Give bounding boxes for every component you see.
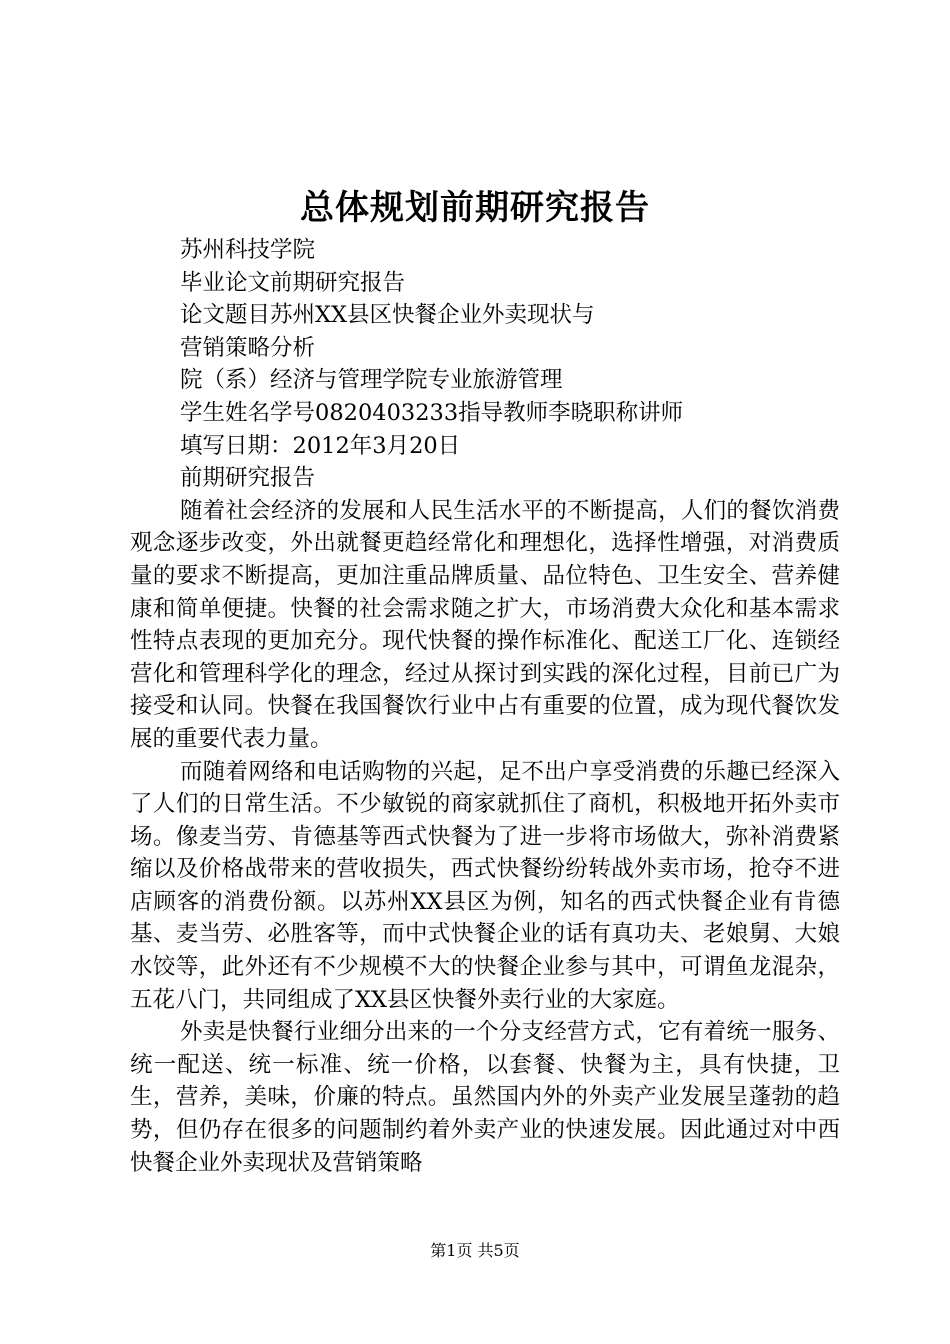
paragraph-3: 外卖是快餐行业细分出来的一个分支经营方式，它有着统一服务、统一配送、统一标准、统一价格，以套餐、快餐为主，具有快捷，卫生，营养，美味，价廉的特点。虽然国内外的外卖产业发展呈蓬勃的趋势，但仍存在很多的问题制约着外卖产业的快速发展。因此通过对中西快餐企业外卖现状及营销策略 bbox=[130, 1019, 840, 1176]
section-heading: 前期研究报告 bbox=[180, 465, 316, 492]
header-line-student: 学生姓名学号0820403233指导教师李晓职称讲师 bbox=[180, 399, 684, 426]
header-line-report-type: 毕业论文前期研究报告 bbox=[180, 269, 406, 296]
header-line-date: 填写日期：2012年3月20日 bbox=[180, 432, 461, 459]
header-line-school: 苏州科技学院 bbox=[180, 237, 316, 263]
document-body bbox=[130, 234, 840, 1179]
paragraph-2: 而随着网络和电话购物的兴起，足不出户享受消费的乐趣已经深入了人们的日常生活。不少敏锐的商家就抓住了商机，积极地开拓外卖市场。像麦当劳、肯德基等西式快餐为了进一步将市场做大，弥补消费紧缩以及价格战带来的营收损失，西式快餐纷纷转战外卖市场，抢夺不进店顾客的消费份额。以苏州XX县区为例，知名的西式快餐企业有肯德基、麦当劳、必胜客等，而中式快餐企业的话有真功夫、老娘舅、大娘水饺等，此外还有不少规模不大的快餐企业参与其中，可谓鱼龙混杂，五花八门，共同组成了XX县区快餐外卖行业的大家庭。 bbox=[130, 758, 840, 1013]
page-footer: 第1页 共5页 bbox=[430, 1241, 520, 1260]
header-line-department: 院（系）经济与管理学院专业旅游管理 bbox=[180, 367, 563, 394]
header-line-thesis-title: 论文题目苏州XX县区快餐企业外卖现状与 bbox=[180, 302, 595, 329]
header-line-thesis-title-cont: 营销策略分析 bbox=[180, 334, 316, 361]
paragraph-1: 随着社会经济的发展和人民生活水平的不断提高，人们的餐饮消费观念逐步改变，外出就餐更趋经常化和理想化，选择性增强，对消费质量的要求不断提高，更加注重品牌质量、品位特色、卫生安全、营养健康和简单便捷。快餐的社会需求随之扩大，市场消费大众化和基本需求性特点表现的更加充分。现代快餐的操作标准化、配送工厂化、连锁经营化和管理科学化的理念，经过从探讨到实践的深化过程，目前已广为接受和认同。快餐在我国餐饮行业中占有重要的位置，成为现代餐饮发展的重要代表力量。 bbox=[130, 497, 840, 752]
document-title: 总体规划前期研究报告 bbox=[300, 188, 650, 228]
